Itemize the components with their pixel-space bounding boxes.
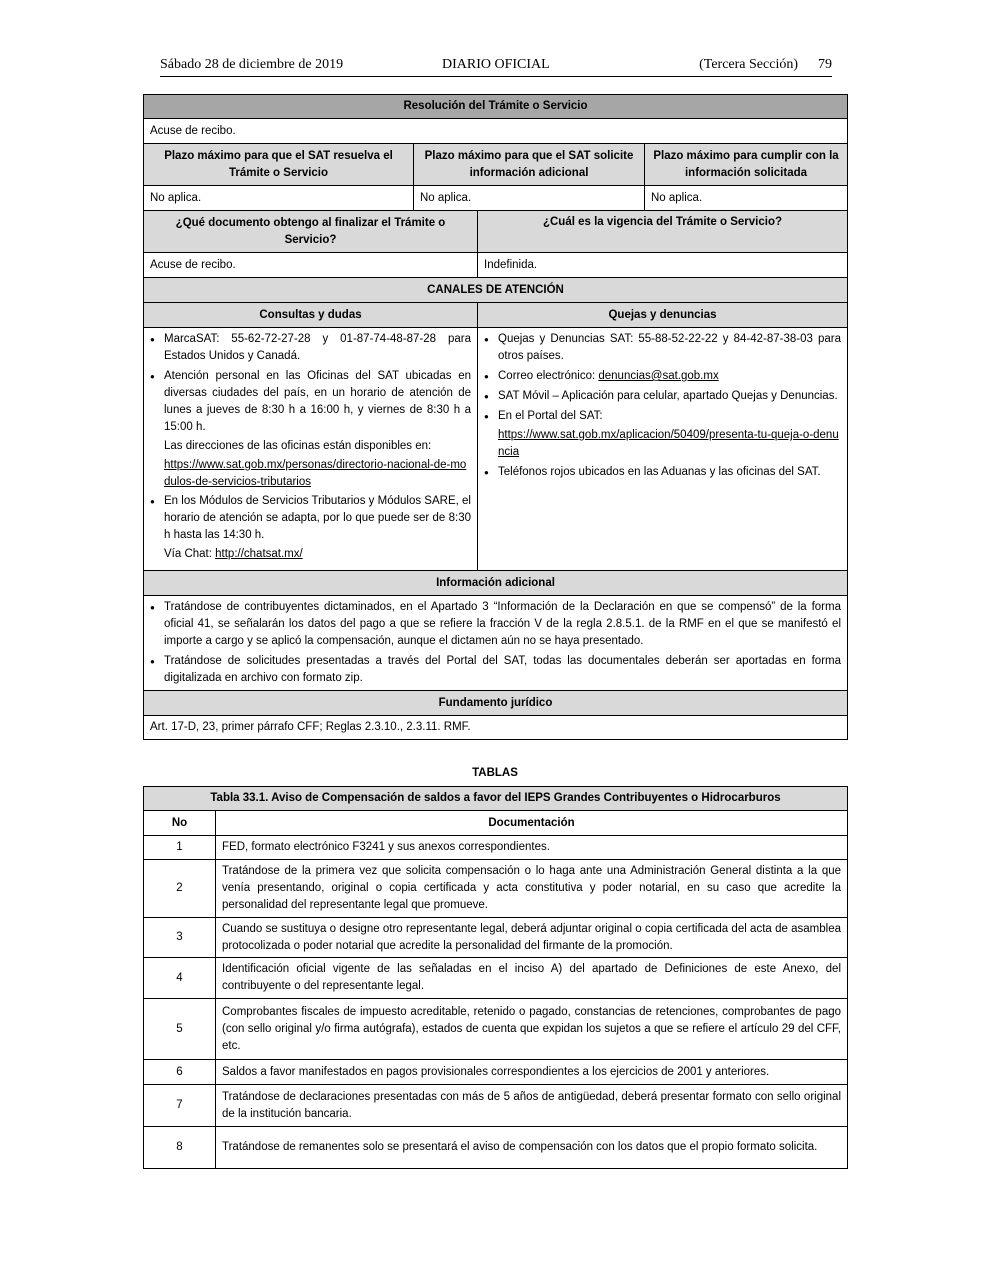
- fundamento-title: Fundamento jurídico: [144, 691, 848, 716]
- list-item: ● Tratándose de solicitudes presentadas a través del Portal del SAT, todas las documentales deberán ser aportadas en forma digitalizada en archivo con formato zip.: [150, 653, 841, 687]
- plazo-solicite-value: No aplica.: [414, 186, 645, 211]
- list-item: ● SAT Móvil – Aplicación para celular, apartado Quejas y Denuncias.: [484, 388, 841, 405]
- table-row: [144, 1127, 848, 1169]
- consultas-title: Consultas y dudas: [144, 303, 478, 328]
- row-doc: Cuando se sustituya o designe otro representante legal, deberá adjuntar original o copia certificada del acta de asamblea protocolizada o poder notarial que acredite la personalidad del firmante de la promoción.: [216, 918, 848, 958]
- row-doc: Tratándose de declaraciones presentadas con más de 5 años de antigüedad, deberá presentar formato con sello original de la institución bancaria.: [216, 1085, 848, 1127]
- tramite-form-table: [143, 94, 848, 740]
- resolucion-value: Acuse de recibo.: [144, 119, 848, 144]
- quejas-list: [484, 331, 841, 481]
- plazo-cumplir-header: Plazo máximo para cumplir con la información solicitada: [645, 144, 848, 186]
- row-number: 2: [144, 860, 216, 918]
- row-doc: Saldos a favor manifestados en pagos provisionales correspondientes a los ejercicios de 2001 y anteriores.: [216, 1060, 848, 1085]
- list-item: ● MarcaSAT: 55-62-72-27-28 y 01-87-74-48-87-28 para Estados Unidos y Canadá.: [150, 331, 471, 365]
- table-row: [144, 958, 848, 999]
- tablas-heading: TABLAS: [472, 767, 518, 779]
- row-number: 7: [144, 1085, 216, 1127]
- table-title: Tabla 33.1. Aviso de Compensación de saldos a favor del IEPS Grandes Contribuyentes o Hidrocarburos: [144, 787, 848, 811]
- portal-label: ● En el Portal del SAT:: [498, 410, 603, 422]
- table-header-row: [144, 811, 848, 836]
- table-row: [144, 1060, 848, 1085]
- list-item: [150, 368, 471, 436]
- canales-title: CANALES DE ATENCIÓN: [144, 278, 848, 303]
- chat-link[interactable]: http://chatsat.mx/: [215, 548, 303, 560]
- plazo-solicite-header: Plazo máximo para que el SAT solicite información adicional: [414, 144, 645, 186]
- row-number: 6: [144, 1060, 216, 1085]
- chat-label: Vía Chat:: [164, 548, 216, 560]
- table-row: [144, 1085, 848, 1127]
- quejas-title: Quejas y denuncias: [478, 303, 848, 328]
- info-list: [150, 599, 841, 687]
- consultas-oficinas-link-wrap: [150, 457, 471, 491]
- directorio-link[interactable]: https://www.sat.gob.mx/personas/directorio-nacional-de-modulos-de-servicios-tributarios: [164, 459, 467, 488]
- consultas-oficinas-note: Las direcciones de las oficinas están disponibles en:: [164, 440, 432, 452]
- row-doc: Tratándose de la primera vez que solicita compensación o lo haga ante una Administración General distinta a la que venía presentando, original o copia certificada y acta constitutiva y poder notarial, en su caso que acredite la personalidad del representante legal que promueve.: [216, 860, 848, 918]
- info-cell: [144, 596, 848, 691]
- list-item: [484, 408, 841, 461]
- consultas-list: [150, 331, 471, 436]
- resolucion-title: Resolución del Trámite o Servicio: [144, 95, 848, 119]
- list-item: ● Quejas y Denuncias SAT: 55-88-52-22-22 y 84-42-87-38-03 para otros países.: [484, 331, 841, 365]
- page-header: [160, 56, 832, 77]
- row-number: 8: [144, 1127, 216, 1169]
- consultas-oficinas-text: Atención personal en las Oficinas del SAT ubicadas en diversas ciudades del país, en un horario de atención de lunes a jueves de 8:30 h a 16:00 h, y viernes de 8:30 h a 15:00 h.: [164, 370, 471, 433]
- documento-question: ¿Qué documento obtengo al finalizar el Trámite o Servicio?: [144, 211, 478, 253]
- quejas-cell: [478, 328, 848, 571]
- row-number: 3: [144, 918, 216, 958]
- table-row: [144, 836, 848, 860]
- list-item: ● Teléfonos rojos ubicados en las Aduanas y las oficinas del SAT.: [484, 464, 841, 481]
- row-doc: Identificación oficial vigente de las señaladas en el inciso A) del apartado de Definiciones de este Anexo, del contribuyente o del representante legal.: [216, 958, 848, 999]
- row-doc: Comprobantes fiscales de impuesto acreditable, retenido o pagado, constancias de retenciones, comprobantes de pago (con sello original y/o firma autógrafa), estados de cuenta que expidan los sujetos a que se refiere el artículo 29 del CFF, etc.: [216, 999, 848, 1060]
- col-no-header: No: [144, 811, 216, 836]
- vigencia-question: ¿Cuál es la vigencia del Trámite o Servicio?: [478, 211, 848, 253]
- row-number: 4: [144, 958, 216, 999]
- list-item: [484, 368, 841, 385]
- plazo-resuelva-header: Plazo máximo para que el SAT resuelva el Trámite o Servicio: [144, 144, 414, 186]
- header-section: (Tercera Sección): [699, 57, 798, 72]
- email-link[interactable]: denuncias@sat.gob.mx: [598, 370, 719, 382]
- header-publication: DIARIO OFICIAL: [442, 57, 550, 72]
- row-doc: Tratándose de remanentes solo se presentará el aviso de compensación con los datos que el propio formato solicita.: [216, 1127, 848, 1169]
- row-number: 1: [144, 836, 216, 860]
- table-row: [144, 918, 848, 958]
- consultas-list-2: [150, 493, 471, 544]
- tabla-33-1: [143, 786, 848, 1169]
- documento-answer: Acuse de recibo.: [144, 253, 478, 278]
- plazo-cumplir-value: No aplica.: [645, 186, 848, 211]
- correo-label: Correo electrónico:: [498, 370, 599, 382]
- vigencia-answer: Indefinida.: [478, 253, 848, 278]
- fundamento-value: Art. 17-D, 23, primer párrafo CFF; Reglas 2.3.10., 2.3.11. RMF.: [144, 716, 848, 740]
- table-row: [144, 999, 848, 1060]
- header-page-number: 79: [818, 57, 832, 72]
- header-date: Sábado 28 de diciembre de 2019: [160, 57, 344, 72]
- col-doc-header: Documentación: [216, 811, 848, 836]
- queja-portal-link[interactable]: https://www.sat.gob.mx/aplicacion/50409/presenta-tu-queja-o-denuncia: [498, 429, 839, 458]
- row-doc: FED, formato electrónico F3241 y sus anexos correspondientes.: [216, 836, 848, 860]
- list-item: ● Tratándose de contribuyentes dictaminados, en el Apartado 3 “Información de la Declaración en que se compensó” de la forma oficial 41, se señalarán los datos del pago a que se refiere la fracción V de la regla 2.8.5.1. de la RMF en el que se manifestó el importe a cargo y se aplicó la compensación, aunque el dictamen aún no se haya presentado.: [150, 599, 841, 650]
- info-title: Información adicional: [144, 571, 848, 596]
- table-row: [144, 860, 848, 918]
- list-item: ● En los Módulos de Servicios Tributarios y Módulos SARE, el horario de atención se adapta, por lo que puede ser de 8:30 h hasta las 14:30 h.: [150, 493, 471, 544]
- row-number: 5: [144, 999, 216, 1060]
- consultas-cell: [144, 328, 478, 571]
- plazo-resuelva-value: No aplica.: [144, 186, 414, 211]
- chat-line: [150, 546, 471, 563]
